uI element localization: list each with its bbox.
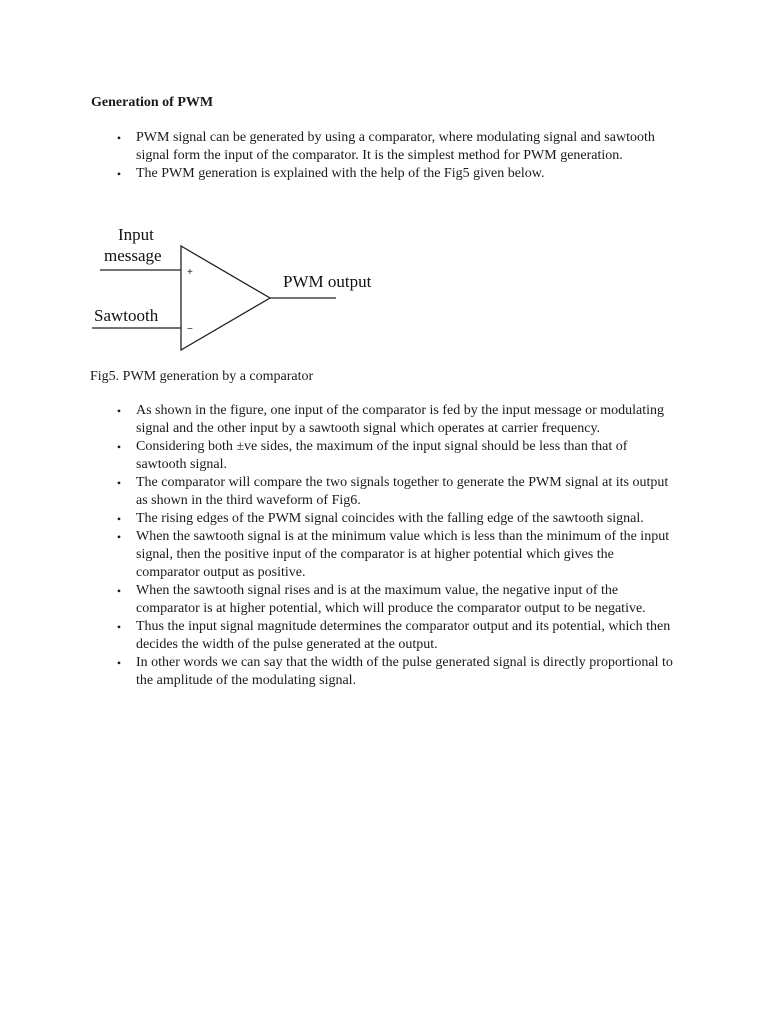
- bullet-text: Considering both ±ve sides, the maximum of the input signal should be less than that of sawtooth signal.: [136, 439, 628, 472]
- list-item: [0, 528, 768, 582]
- detail-bullet-list: [0, 402, 768, 690]
- list-item: [0, 654, 768, 690]
- bullet-marker: •: [116, 530, 122, 544]
- list-item: [0, 582, 768, 618]
- bullet-marker: •: [116, 404, 122, 418]
- figure-caption: Fig5. PWM generation by a comparator: [90, 369, 314, 384]
- output-label: PWM output: [283, 272, 372, 291]
- comparator-triangle: [181, 246, 270, 350]
- bullet-marker: •: [116, 620, 122, 634]
- bullet-text: The rising edges of the PWM signal coincides with the falling edge of the sawtooth signal.: [136, 511, 644, 526]
- list-item: [0, 402, 768, 438]
- list-item: [0, 438, 768, 474]
- list-item: [0, 474, 768, 510]
- bullet-text: Thus the input signal magnitude determines the comparator output and its potential, which then decides the width of the pulse generated at the output.: [136, 619, 671, 652]
- section-heading: Generation of PWM: [91, 95, 214, 110]
- bullet-marker: •: [116, 131, 122, 145]
- intro-bullet-list: [0, 129, 768, 183]
- bullet-marker: •: [116, 584, 122, 598]
- comparator-diagram: [88, 218, 388, 358]
- bullet-text: When the sawtooth signal is at the minimum value which is less than the minimum of the input signal, then the positive input of the comparator is at higher potential which gives the comparator output as positive.: [136, 529, 670, 580]
- bullet-marker: •: [116, 476, 122, 490]
- bullet-text: When the sawtooth signal rises and is at the maximum value, the negative input of the comparator is at higher potential, which will produce the comparator output to be negative.: [136, 583, 646, 616]
- bullet-marker: •: [116, 512, 122, 526]
- bullet-text: In other words we can say that the width of the pulse generated signal is directly proportional to the amplitude of the modulating signal.: [136, 655, 673, 688]
- list-item: [0, 165, 768, 183]
- comparator-figure: [88, 218, 388, 358]
- bullet-text: The comparator will compare the two signals together to generate the PWM signal at its output as shown in the third waveform of Fig6.: [136, 475, 669, 508]
- input-label-line1: Input: [118, 225, 154, 244]
- bullet-marker: •: [116, 167, 122, 181]
- input-label-line2: message: [104, 246, 162, 265]
- bullet-marker: •: [116, 656, 122, 670]
- minus-sign: −: [187, 324, 193, 335]
- list-item: [0, 618, 768, 654]
- sawtooth-label: Sawtooth: [94, 306, 159, 325]
- list-item: [0, 129, 768, 165]
- bullet-text: The PWM generation is explained with the help of the Fig5 given below.: [136, 166, 545, 181]
- bullet-text: As shown in the figure, one input of the comparator is fed by the input message or modulating signal and the other input by a sawtooth signal which operates at carrier frequency.: [136, 403, 665, 436]
- bullet-text: PWM signal can be generated by using a comparator, where modulating signal and sawtooth signal form the input of the comparator. It is the simplest method for PWM generation.: [136, 130, 655, 163]
- bullet-marker: •: [116, 440, 122, 454]
- list-item: [0, 510, 768, 528]
- plus-sign: +: [187, 267, 193, 278]
